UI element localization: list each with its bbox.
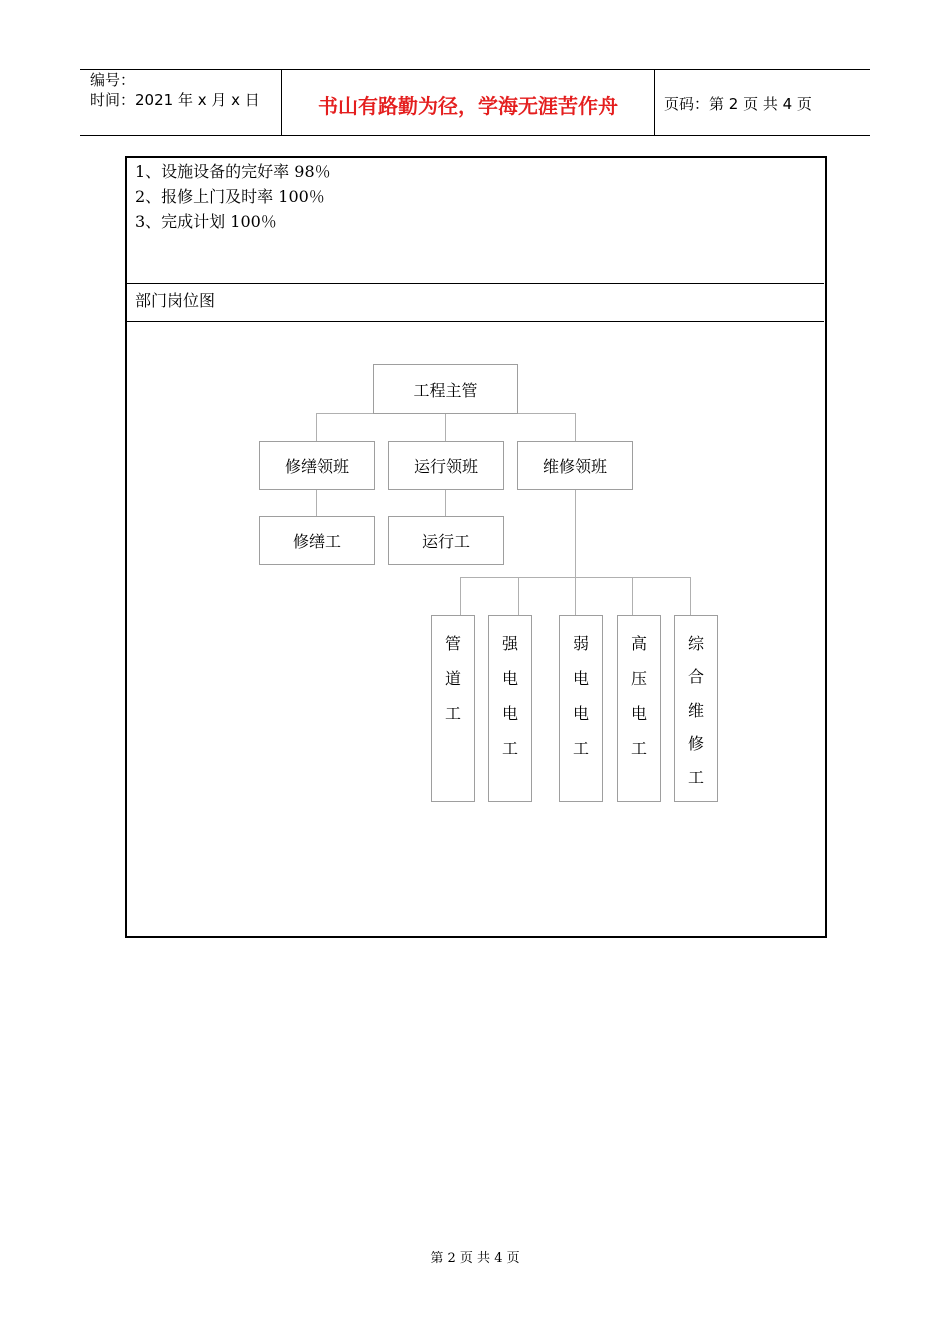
org-node-char: 电 <box>630 704 647 723</box>
org-node-char: 电 <box>572 669 589 688</box>
connector-line <box>445 424 446 441</box>
document-number-label: 编号： <box>90 71 136 89</box>
org-node-char: 工 <box>444 704 461 723</box>
connector-line <box>518 577 519 615</box>
kpi-item: 3、完成计划 100％ <box>135 212 277 231</box>
org-node-high-voltage-electrician <box>617 615 661 802</box>
org-node-pipe-worker <box>431 615 475 802</box>
org-node-char: 道 <box>444 669 461 688</box>
org-node-char: 高 <box>630 634 647 653</box>
connector-line <box>316 489 317 516</box>
header-bottom-rule <box>80 135 870 136</box>
org-node-char: 工 <box>501 739 518 758</box>
connector-line <box>316 413 317 441</box>
org-node-operation-foreman: 运行领班 <box>388 441 504 490</box>
org-node-char: 压 <box>630 669 647 688</box>
org-node-chief-engineer: 工程主管 <box>373 364 518 414</box>
page-indicator: 页码：第 2 页 共 4 页 <box>664 95 812 113</box>
header-divider-left <box>281 69 282 136</box>
section-title-org-chart: 部门岗位图 <box>135 291 216 310</box>
kpi-item: 1、设施设备的完好率 98％ <box>135 162 331 181</box>
connector-line <box>575 577 576 615</box>
org-node-char: 工 <box>630 739 647 758</box>
header-top-rule <box>80 69 870 70</box>
org-node-repair-worker: 修缮工 <box>259 516 375 565</box>
org-node-repair-foreman: 修缮领班 <box>259 441 375 490</box>
connector-line <box>460 577 461 615</box>
connector-line <box>575 413 576 441</box>
org-node-heavy-current-electrician <box>488 615 532 802</box>
org-node-maintenance-foreman: 维修领班 <box>517 441 633 490</box>
connector-line <box>632 577 633 615</box>
connector-line <box>445 413 446 424</box>
page-footer: 第 2 页 共 4 页 <box>430 1251 520 1266</box>
org-node-char: 合 <box>687 667 704 687</box>
org-node-char: 强 <box>501 634 518 653</box>
org-node-char: 维 <box>687 700 704 720</box>
org-node-char: 工 <box>572 739 589 758</box>
org-node-char: 电 <box>572 704 589 723</box>
org-node-general-maintenance-worker <box>674 615 718 802</box>
org-node-char: 电 <box>501 669 518 688</box>
connector-line <box>445 489 446 516</box>
org-node-char: 修 <box>687 734 704 754</box>
connector-line <box>575 489 576 577</box>
table-row-divider <box>127 283 824 284</box>
connector-line <box>690 577 691 615</box>
org-node-char: 管 <box>444 634 461 653</box>
header-divider-right <box>654 69 655 136</box>
kpi-item: 2、报修上门及时率 100％ <box>135 187 325 206</box>
org-node-char: 工 <box>687 767 704 787</box>
org-node-operation-worker: 运行工 <box>388 516 504 565</box>
org-node-char: 综 <box>687 634 704 653</box>
document-date: 时间：2021 年 x 月 x 日 <box>90 91 260 109</box>
org-node-weak-current-electrician <box>559 615 603 802</box>
header-slogan: 书山有路勤为径，学海无涯苦作舟 <box>318 94 618 118</box>
org-node-char: 弱 <box>572 634 589 653</box>
table-row-divider <box>127 321 824 322</box>
org-node-char: 电 <box>501 704 518 723</box>
